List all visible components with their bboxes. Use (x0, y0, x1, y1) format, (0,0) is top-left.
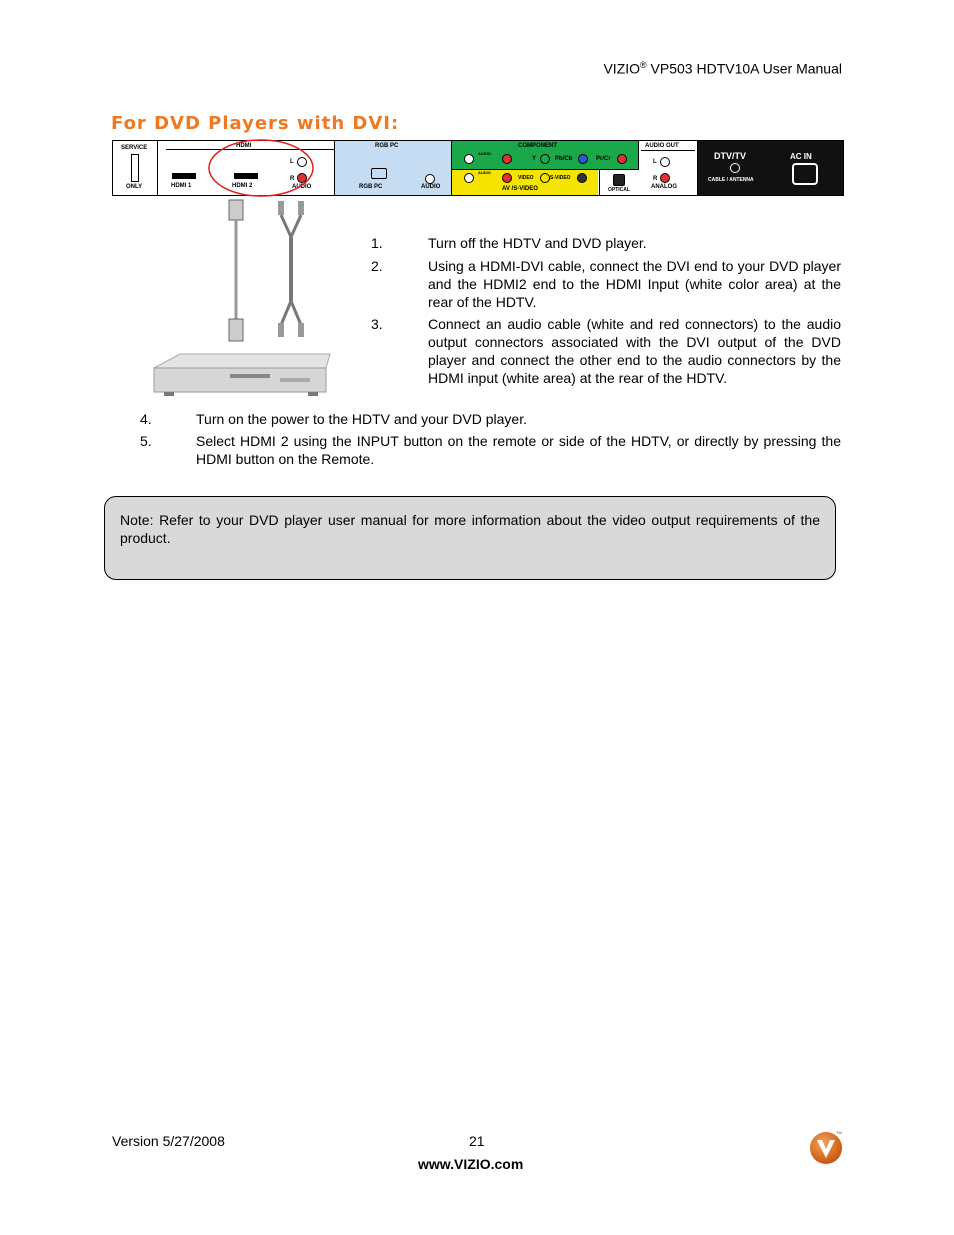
optical-port-icon (613, 174, 625, 186)
av-svideo-label: AV /S-VIDEO (502, 186, 538, 192)
rgb-pc-section (335, 141, 452, 195)
video-jack-icon (540, 173, 550, 183)
av-audio-l-icon (464, 173, 474, 183)
hdmi1-port-icon (172, 173, 196, 179)
audio-out-l-label: L (653, 159, 657, 165)
step-2-number: 2. (371, 258, 383, 274)
pbcb-label: Pb/Cb (555, 156, 573, 162)
hdmi2-highlight-circle (205, 138, 317, 202)
video-label: VIDEO (518, 175, 534, 181)
component-audio-label: AUDIO (478, 151, 491, 156)
service-port-icon (131, 154, 139, 182)
analog-label: ANALOG (651, 184, 677, 190)
hdmi-audio-r-label: R (290, 176, 295, 182)
y-label: Y (532, 156, 537, 162)
logo-tm: TM (836, 1130, 842, 1135)
optical-label: OPTICAL (608, 187, 630, 193)
hdmi-dvi-cable-icon (229, 200, 243, 341)
component-area (452, 141, 638, 170)
rgb-pc-header: RGB PC (375, 143, 399, 149)
vga-port-icon (371, 168, 387, 179)
hdmi-audio-label: AUDIO (292, 184, 312, 190)
page-number: 21 (469, 1133, 485, 1149)
dtvtv-label: DTV/TV (714, 151, 747, 161)
step-1-number: 1. (371, 235, 383, 251)
header-brand: VIZIO (603, 60, 641, 77)
cables-illustration (220, 197, 320, 347)
running-header (603, 60, 842, 77)
prcr-label: Pr/Cr (596, 156, 611, 162)
pc-audio-jack-icon (425, 174, 435, 184)
audio-out-l-icon (660, 157, 670, 167)
step-2-text: Using a HDMI-DVI cable, connect the DVI end to your DVD player and the HDMI2 end to the HDMI Input (white color area) at the rear of the HDTV. (428, 258, 841, 310)
av-area (452, 170, 598, 195)
only-label: ONLY (126, 184, 143, 190)
registered-mark: ® (640, 60, 647, 70)
audio-out-section (639, 141, 698, 195)
power-socket-icon (792, 163, 818, 185)
note-box (104, 496, 836, 580)
step-1-text: Turn off the HDTV and DVD player. (428, 235, 647, 251)
audio-out-r-label: R (653, 176, 658, 182)
step-5-text: Select HDMI 2 using the INPUT button on the remote or side of the HDTV, or directly by pressing the HDMI button on the Remote. (196, 433, 841, 467)
prcr-jack-icon (617, 154, 627, 164)
hdmi1-label: HDMI 1 (171, 183, 192, 189)
step-3-text: Connect an audio cable (white and red connectors) to the audio output connectors associated with the DVI output of the DVD player and connect the other end to the audio connectors by the HDMI input (white area) at the rear of the HDTV. (428, 316, 841, 386)
rgb-pc-label: RGB PC (359, 184, 383, 190)
component-av-section (452, 141, 639, 195)
dtv-ac-section (698, 141, 843, 195)
rgb-audio-label: AUDIO (421, 184, 441, 190)
footer-version: Version 5/27/2008 (112, 1133, 225, 1149)
step-5-number: 5. (140, 433, 152, 449)
step-4-number: 4. (140, 411, 152, 427)
av-audio-r-icon (502, 173, 512, 183)
rca-audio-cable-icon (278, 201, 304, 337)
header-title: VP503 HDTV10A User Manual (646, 60, 842, 77)
note-text: Note: Refer to your DVD player user manual for more information about the video output requirements of the product. (120, 512, 820, 546)
service-label: SERVICE (121, 145, 148, 151)
hdmi-label: HDMI (236, 143, 252, 149)
cable-antenna-label: CABLE / ANTENNA (708, 177, 754, 183)
svideo-jack-icon (577, 173, 587, 183)
hdmi2-label: HDMI 2 (232, 183, 253, 189)
comp-audio-r-icon (502, 154, 512, 164)
pbcb-jack-icon (578, 154, 588, 164)
av-audio-label: AUDIO (478, 170, 491, 175)
dvd-player-icon (150, 350, 332, 398)
section-title: For DVD Players with DVI: (111, 113, 400, 134)
svideo-label: S-VIDEO (550, 175, 571, 181)
comp-audio-l-icon (464, 154, 474, 164)
step-3-number: 3. (371, 316, 383, 332)
audio-out-divider (641, 150, 695, 151)
ac-in-label: AC IN (790, 152, 812, 161)
audio-out-label: AUDIO OUT (645, 143, 679, 149)
optical-area (599, 170, 639, 195)
component-label: COMPONENT (518, 143, 557, 149)
step-4-text: Turn on the power to the HDTV and your DVD player. (196, 411, 527, 427)
y-jack-icon (540, 154, 550, 164)
antenna-jack-icon (730, 163, 740, 173)
service-section (113, 141, 158, 195)
hdmi-audio-l-label: L (290, 159, 294, 165)
footer-url: www.VIZIO.com (418, 1156, 524, 1172)
vizio-logo-icon (806, 1128, 846, 1168)
audio-out-r-icon (660, 173, 670, 183)
